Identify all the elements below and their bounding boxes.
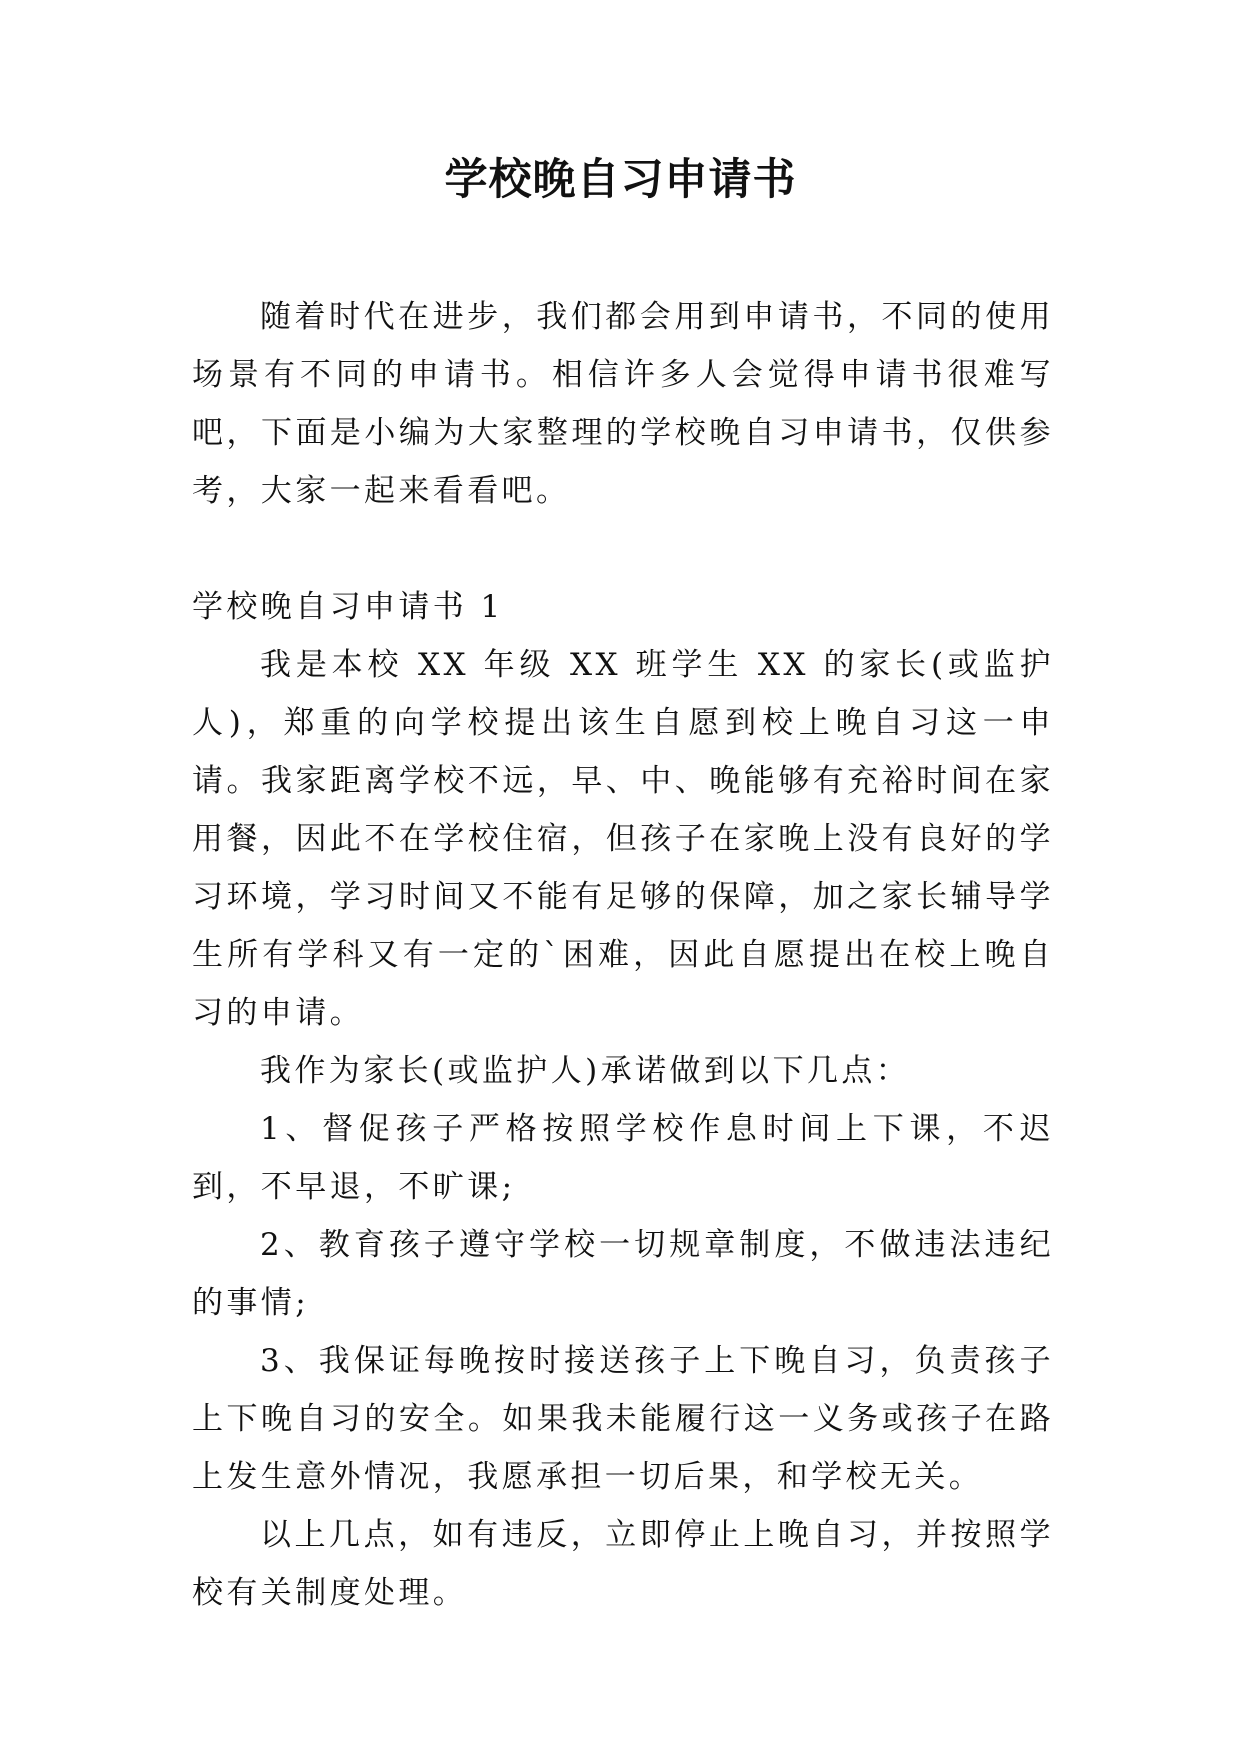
intro-paragraph: 随着时代在进步，我们都会用到申请书，不同的使用场景有不同的申请书。相信许多人会觉得申请书很难写吧，下面是小编为大家整理的学校晚自习申请书，仅供参考，大家一起来看看吧。 xyxy=(192,299,1054,509)
paragraph-commitment-intro: 我作为家长(或监护人)承诺做到以下几点： xyxy=(260,1053,911,1089)
document-title: 学校晚自习申请书 xyxy=(444,155,797,205)
paragraph-point-2: 2、教育孩子遵守学校一切规章制度，不做违法违纪的事情; xyxy=(192,1227,1054,1321)
paragraph-point-1: 1、督促孩子严格按照学校作息时间上下课，不迟到，不早退，不旷课; xyxy=(192,1111,1054,1205)
section-heading: 学校晚自习申请书 1 xyxy=(192,589,504,625)
document-body xyxy=(192,288,1054,1622)
paragraph-statement: 我是本校 XX 年级 XX 班学生 XX 的家长(或监护人)，郑重的向学校提出该生自愿到校上晚自习这一申请。我家距离学校不远，早、中、晚能够有充裕时间在家用餐，因此不在学校住宿，但孩子在家晚上没有良好的学习环境，学习时间又不能有足够的保障，加之家长辅导学生所有学科又有一定的`困难，因此自愿提出在校上晚自习的申请。 xyxy=(192,647,1054,1031)
paragraph-closing: 以上几点，如有违反，立即停止上晚自习，并按照学校有关制度处理。 xyxy=(192,1517,1054,1611)
paragraph-point-3: 3、我保证每晚按时接送孩子上下晚自习，负责孩子上下晚自习的安全。如果我未能履行这一义务或孩子在路上发生意外情况，我愿承担一切后果，和学校无关。 xyxy=(192,1343,1054,1495)
